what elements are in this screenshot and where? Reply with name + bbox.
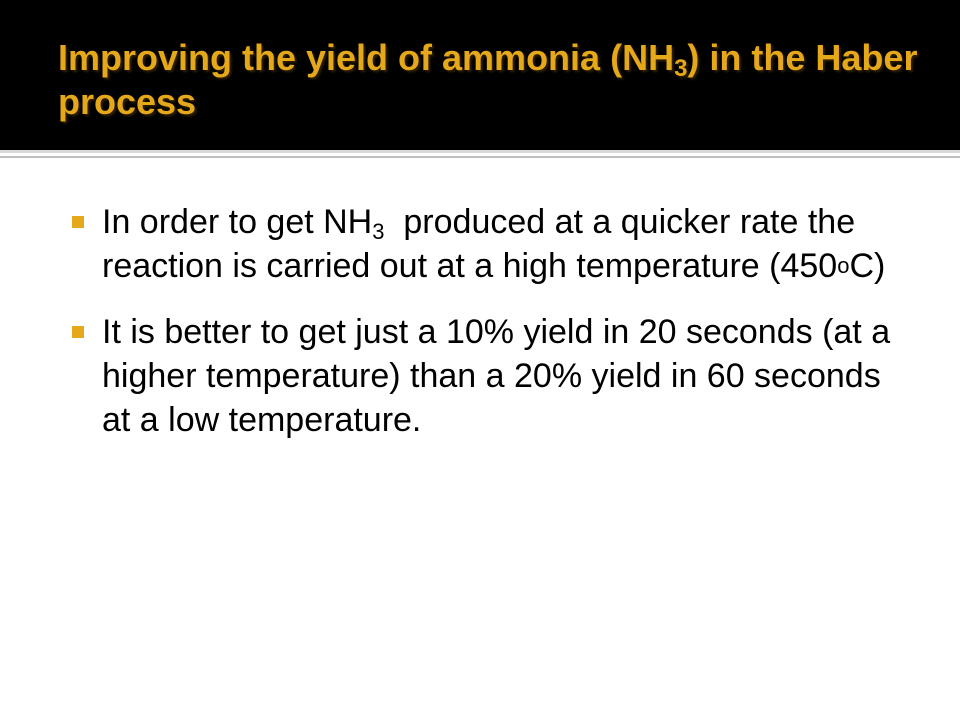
- bullet-1-part1: In order to get NH: [102, 203, 373, 241]
- slide-title-part1: Improving the yield of ammonia (NH: [58, 37, 675, 78]
- slide-title-subscript: 3: [674, 55, 688, 82]
- bullet-text-2: It is better to get just a 10% yield in 20 seconds (at a higher temperature) than a 20% yield in 60 seconds at a low temperature.: [102, 313, 891, 439]
- bullet-1-part3: C): [849, 247, 886, 285]
- title-divider-line: [0, 150, 960, 153]
- title-divider-line-secondary: [0, 156, 960, 158]
- bullet-1-subscript: 3: [372, 219, 385, 244]
- title-bar: [0, 0, 960, 150]
- bullet-item-2: [72, 310, 902, 442]
- slide-title-part2: ) in the Haber process: [58, 37, 918, 122]
- bullet-list: [72, 200, 902, 464]
- slide-title: [58, 36, 918, 124]
- bullet-text-1: [102, 203, 885, 285]
- square-bullet-icon: [72, 326, 84, 338]
- bullet-1-superscript: o: [837, 253, 850, 278]
- bullet-item-1: [72, 200, 902, 288]
- bullet-1-part2: produced at a quicker rate the reaction is carried out at a high temperature (450: [102, 203, 865, 285]
- square-bullet-icon: [72, 216, 84, 228]
